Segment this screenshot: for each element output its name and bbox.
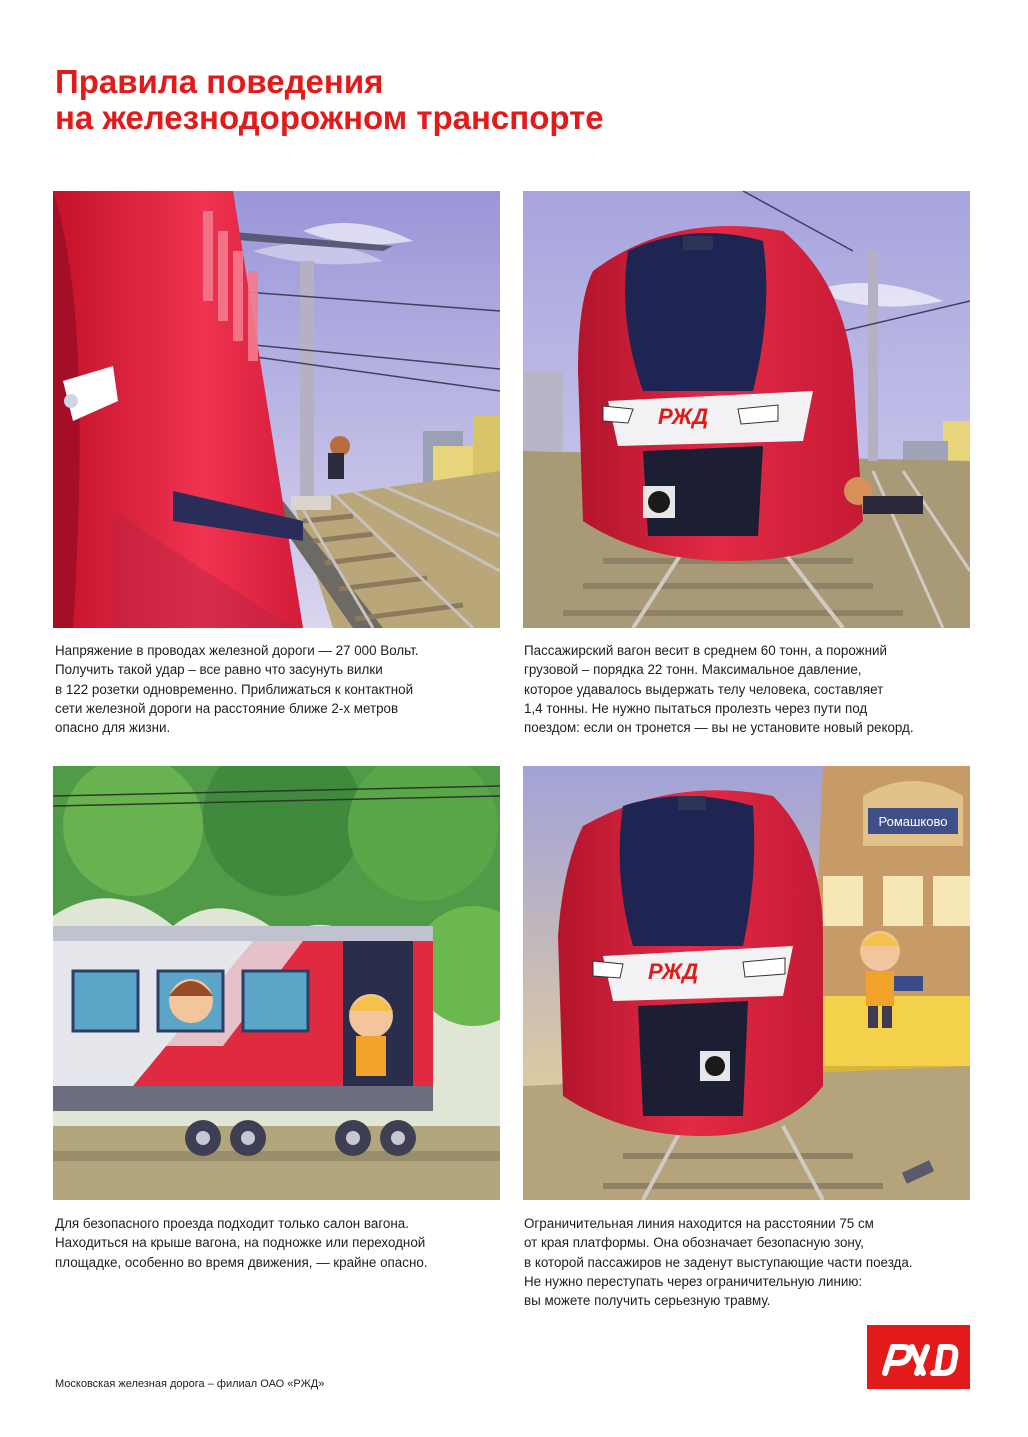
illustration-train-front-art	[523, 191, 970, 628]
illustration-overhead-wires	[53, 191, 500, 628]
footer-text: Московская железная дорога – филиал ОАО «РЖД»	[55, 1378, 325, 1390]
caption-line: которое удавалось выдержать телу человека, составляет	[524, 681, 884, 697]
illustration-platform	[523, 766, 970, 1200]
caption-line: поездом: если он тронется — вы не установите новый рекорд.	[524, 720, 914, 736]
caption-line: сети железной дороги на расстояние ближе 2-х метров	[55, 700, 399, 716]
caption-line: в которой пассажиров не заденут выступающие части поезда.	[524, 1254, 913, 1270]
page-title	[55, 64, 604, 136]
illustration-platform-art	[523, 766, 970, 1200]
caption-platform-line	[524, 1214, 913, 1310]
station-sign: Ромашково	[878, 814, 948, 829]
illustration-train-front	[523, 191, 970, 628]
caption-line: Находиться на крыше вагона, на подножке или переходной	[55, 1235, 426, 1251]
rzd-logo-icon	[867, 1325, 970, 1389]
caption-line: Напряжение в проводах железной дороги — 27 000 Вольт.	[55, 643, 419, 658]
caption-line: Получить такой удар – все равно что засунуть вилки	[55, 662, 383, 678]
svg-text:РЖД: РЖД	[658, 404, 709, 429]
caption-train-weight	[524, 641, 914, 737]
illustration-overhead-wires-art	[53, 191, 500, 628]
caption-passenger-car	[55, 1214, 428, 1272]
svg-text:РЖД: РЖД	[648, 959, 699, 984]
illustration-passenger-car-art	[53, 766, 500, 1200]
caption-line: Пассажирский вагон весит в среднем 60 тонн, а порожний	[524, 643, 887, 658]
rzd-logo-mark	[867, 1325, 970, 1389]
caption-line: Не нужно переступать через ограничительную линию:	[524, 1273, 863, 1289]
caption-line: грузовой – порядка 22 тонн. Максимальное давление,	[524, 662, 862, 678]
caption-line: площадке, особенно во время движения, — крайне опасно.	[55, 1254, 428, 1270]
illustration-passenger-car	[53, 766, 500, 1200]
title-line-2: на железнодорожном транспорте	[55, 99, 604, 136]
title-line-1: Правила поведения	[55, 63, 384, 100]
caption-overhead-wires	[55, 641, 418, 737]
caption-line: Для безопасного проезда подходит только салон вагона.	[55, 1216, 409, 1231]
caption-line: от края платформы. Она обозначает безопасную зону,	[524, 1235, 864, 1251]
caption-line: в 122 розетки одновременно. Приближаться к контактной	[55, 681, 414, 697]
caption-line: опасно для жизни.	[55, 720, 171, 736]
caption-line: Ограничительная линия находится на расстоянии 75 см	[524, 1216, 874, 1231]
caption-line: 1,4 тонны. Не нужно пытаться пролезть через пути под	[524, 700, 868, 716]
caption-line: вы можете получить серьезную травму.	[524, 1293, 771, 1309]
